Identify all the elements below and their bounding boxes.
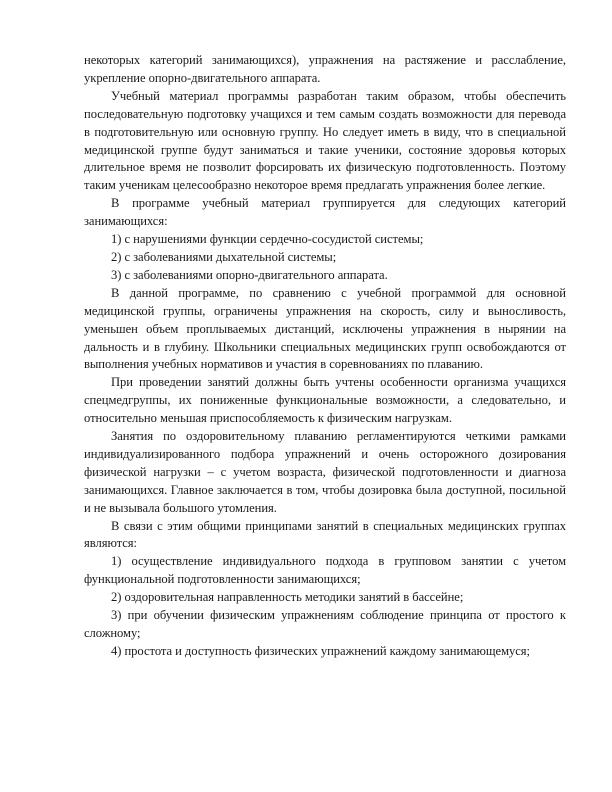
paragraph: 3) с заболеваниями опорно-двигательного аппарата. — [111, 267, 388, 282]
paragraph: В связи с этим общими принципами занятий в специальных медицинских группах являются: — [84, 518, 566, 551]
paragraph: 4) простота и доступность физических упражнений каждому занимающемуся; — [111, 643, 530, 658]
document-body — [84, 52, 566, 661]
paragraph: В программе учебный материал группируется для следующих категорий занимающихся: — [84, 196, 566, 229]
paragraph: 3) при обучении физическим упражнениям соблюдение принципа от простого к сложному; — [84, 608, 566, 640]
paragraph: В данной программе, по сравнению с учебной программой для основной медицинской группы, ограничены упражнения на скорость, силу и выносливость, уменьшен объем проплываемых дистанций, исключены упражнения в нырянии на дальность и в глубину. Школьники специальных медицинских групп освобождаются от выполнения учебных нормативов и участия в соревнованиях по плаванию. — [84, 285, 566, 372]
paragraph: 2) с заболеваниями дыхательной системы; — [111, 249, 337, 264]
paragraph: 1) с нарушениями функции сердечно-сосудистой системы; — [111, 232, 424, 247]
paragraph: некоторых категорий занимающихся), упражнения на растяжение и расслабление, укрепление опорно-двигательного аппарата. — [84, 53, 566, 85]
paragraph: Занятия по оздоровительному плаванию регламентируются четкими рамками индивидуализированного подбора упражнений и очень осторожного дозирования физической нагрузки – с учетом возраста, физической подготовленности и диагноза занимающихся. Главное заключается в том, чтобы дозировка была доступной, посильной и не вызывала большого утомления. — [84, 429, 566, 515]
paragraph: 2) оздоровительная направленность методики занятий в бассейне; — [111, 590, 464, 605]
paragraph: При проведении занятий должны быть учтены особенности организма учащихся спецмедгруппы, их пониженные функциональные возможности, а следовательно, и относительно меньшая приспособляемость к физическим нагрузкам. — [84, 375, 566, 426]
paragraph: Учебный материал программы разработан таким образом, чтобы обеспечить последовательную подготовку учащихся и тем самым создать возможности для перевода в подготовительную или основную группу. Но следует иметь в виду, что в специальной медицинской группе будут заниматься и такие ученики, состояние здоровья которых длительное время не позволит форсировать их физическую подготовленность. Поэтому таким ученикам целесообразно некоторое время предлагать упражнения более легкие. — [84, 88, 566, 193]
paragraph: 1) осуществление индивидуального подхода в групповом занятии с учетом функциональной подготовленности занимающихся; — [84, 554, 566, 587]
